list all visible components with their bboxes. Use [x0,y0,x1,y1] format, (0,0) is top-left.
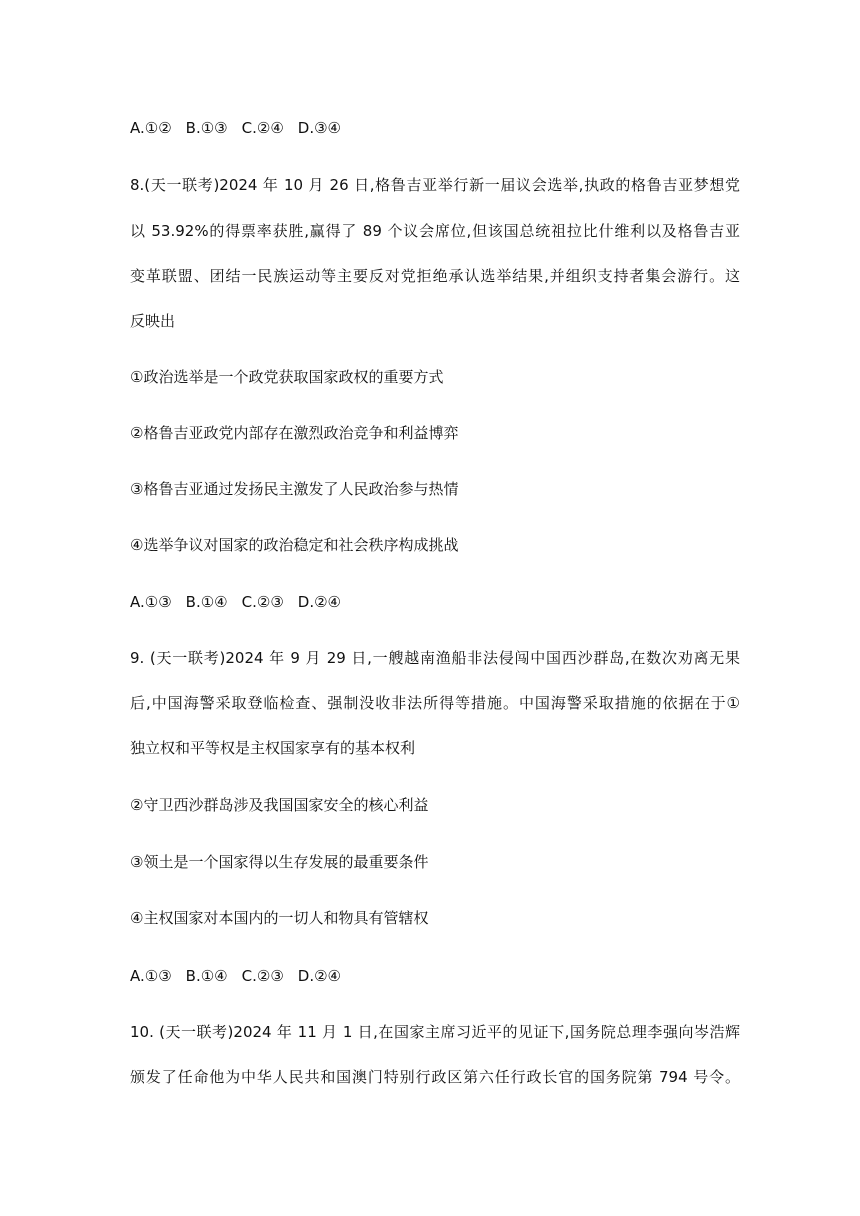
q7-option-c: C.②④ [241,119,284,137]
q8-stem-line-3: 变革联盟、团结一民族运动等主要反对党拒绝承认选举结果,并组织支持者集会游行。这 [130,267,740,285]
q7-option-a: A.①② [130,119,172,137]
q8-statement-3: ③格鲁吉亚通过发扬民主激发了人民政治参与热情 [130,480,459,498]
q8-statement-4: ④选举争议对国家的政治稳定和社会秩序构成挑战 [130,536,459,554]
q9-options [130,966,740,986]
q8-option-a: A.①③ [130,593,172,611]
q8-option-d: D.②④ [297,593,341,611]
q9-statement-4: ④主权国家对本国内的一切人和物具有管辖权 [130,909,429,927]
q7-option-d: D.③④ [297,119,341,137]
q9-stem-line-2: 后,中国海警采取登临检查、强制没收非法所得等措施。中国海警采取措施的依据在于① [130,694,740,712]
q8-stem-line-2: 以 53.92%的得票率获胜,赢得了 89 个议会席位,但该国总统祖拉比什维利以及格鲁吉亚 [130,222,740,240]
q8-stem-line-4: 反映出 [130,312,176,330]
q9-option-d: D.②④ [297,967,341,985]
q9-stem-line-3: 独立权和平等权是主权国家享有的基本权利 [130,739,416,757]
q8-stem-line-1: 8.(天一联考)2024 年 10 月 26 日,格鲁吉亚举行新一届议会选举,执政的格鲁吉亚梦想党 [130,176,740,194]
q9-option-a: A.①③ [130,967,172,985]
q9-option-c: C.②③ [241,967,284,985]
q10-stem-line-2: 颁发了任命他为中华人民共和国澳门特别行政区第六任行政长官的国务院第 794 号令。 [130,1068,740,1086]
q9-stem-line-1: 9. (天一联考)2024 年 9 月 29 日,一艘越南渔船非法侵闯中国西沙群岛,在数次劝离无果 [130,649,740,667]
q7-options [130,118,740,138]
q10-stem-line-1: 10. (天一联考)2024 年 11 月 1 日,在国家主席习近平的见证下,国务院总理李强向岑浩辉 [130,1023,740,1041]
q8-options [130,592,740,612]
q8-statement-2: ②格鲁吉亚政党内部存在激烈政治竞争和利益博弈 [130,424,459,442]
q8-option-c: C.②③ [241,593,284,611]
q7-option-b: B.①③ [185,119,228,137]
q9-statement-3: ③领土是一个国家得以生存发展的最重要条件 [130,853,429,871]
q9-option-b: B.①④ [185,967,228,985]
q8-statement-1: ①政治选举是一个政党获取国家政权的重要方式 [130,368,444,386]
q8-option-b: B.①④ [185,593,228,611]
q9-statement-2: ②守卫西沙群岛涉及我国国家安全的核心利益 [130,796,429,814]
